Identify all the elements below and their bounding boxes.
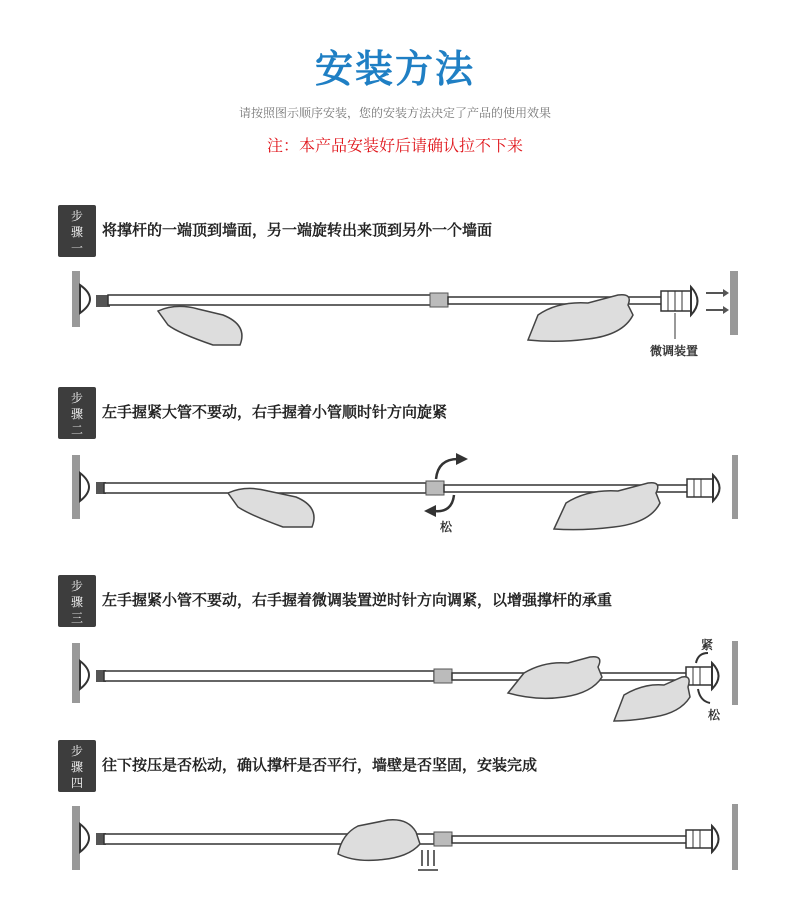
step-illustration bbox=[58, 633, 738, 723]
step-1 bbox=[58, 205, 738, 358]
left-hand bbox=[158, 306, 242, 345]
loose-label: 松 bbox=[440, 520, 453, 534]
small-tube bbox=[448, 297, 663, 304]
step-badge: 步 骤 二 bbox=[58, 387, 96, 439]
step-illustration bbox=[58, 802, 738, 892]
step-badge: 步 骤 一 bbox=[58, 205, 96, 257]
rotate-arrow bbox=[436, 459, 458, 479]
left-wall bbox=[72, 271, 80, 327]
step-badge: 步 骤 四 bbox=[58, 740, 96, 792]
joint bbox=[430, 293, 448, 307]
step-4 bbox=[58, 740, 738, 880]
step-3 bbox=[58, 575, 738, 722]
right-wall bbox=[730, 271, 738, 335]
adjuster bbox=[661, 291, 691, 311]
adjuster-label: 微调装置 bbox=[650, 344, 699, 358]
step-illustration bbox=[58, 449, 738, 539]
left-suction-cup bbox=[80, 285, 90, 313]
step-instruction: 将撑杆的一端顶到墙面，另一端旋转出来顶到另外一个墙面 bbox=[102, 221, 493, 239]
pressing-hand bbox=[338, 820, 420, 861]
step-illustration bbox=[58, 265, 738, 358]
step-instruction: 往下按压是否松动，确认撑杆是否平行，墙壁是否坚固，安装完成 bbox=[102, 756, 538, 774]
page-title: 安装方法 bbox=[314, 47, 475, 91]
tight-label: 紧 bbox=[701, 638, 714, 652]
step-instruction: 左手握紧小管不要动，右手握着微调装置逆时针方向调紧，以增强撑杆的承重 bbox=[102, 591, 613, 609]
page-subtitle: 请按照图示顺序安装，您的安装方法决定了产品的使用效果 bbox=[238, 106, 551, 120]
step-2 bbox=[58, 387, 738, 534]
big-tube bbox=[108, 295, 433, 305]
loose-label: 松 bbox=[708, 708, 721, 722]
step-badge: 步 骤 三 bbox=[58, 575, 96, 627]
step-instruction: 左手握紧大管不要动，右手握着小管顺时针方向旋紧 bbox=[102, 403, 448, 421]
warning-note: 注：本产品安装好后请确认拉不下来 bbox=[266, 136, 523, 155]
